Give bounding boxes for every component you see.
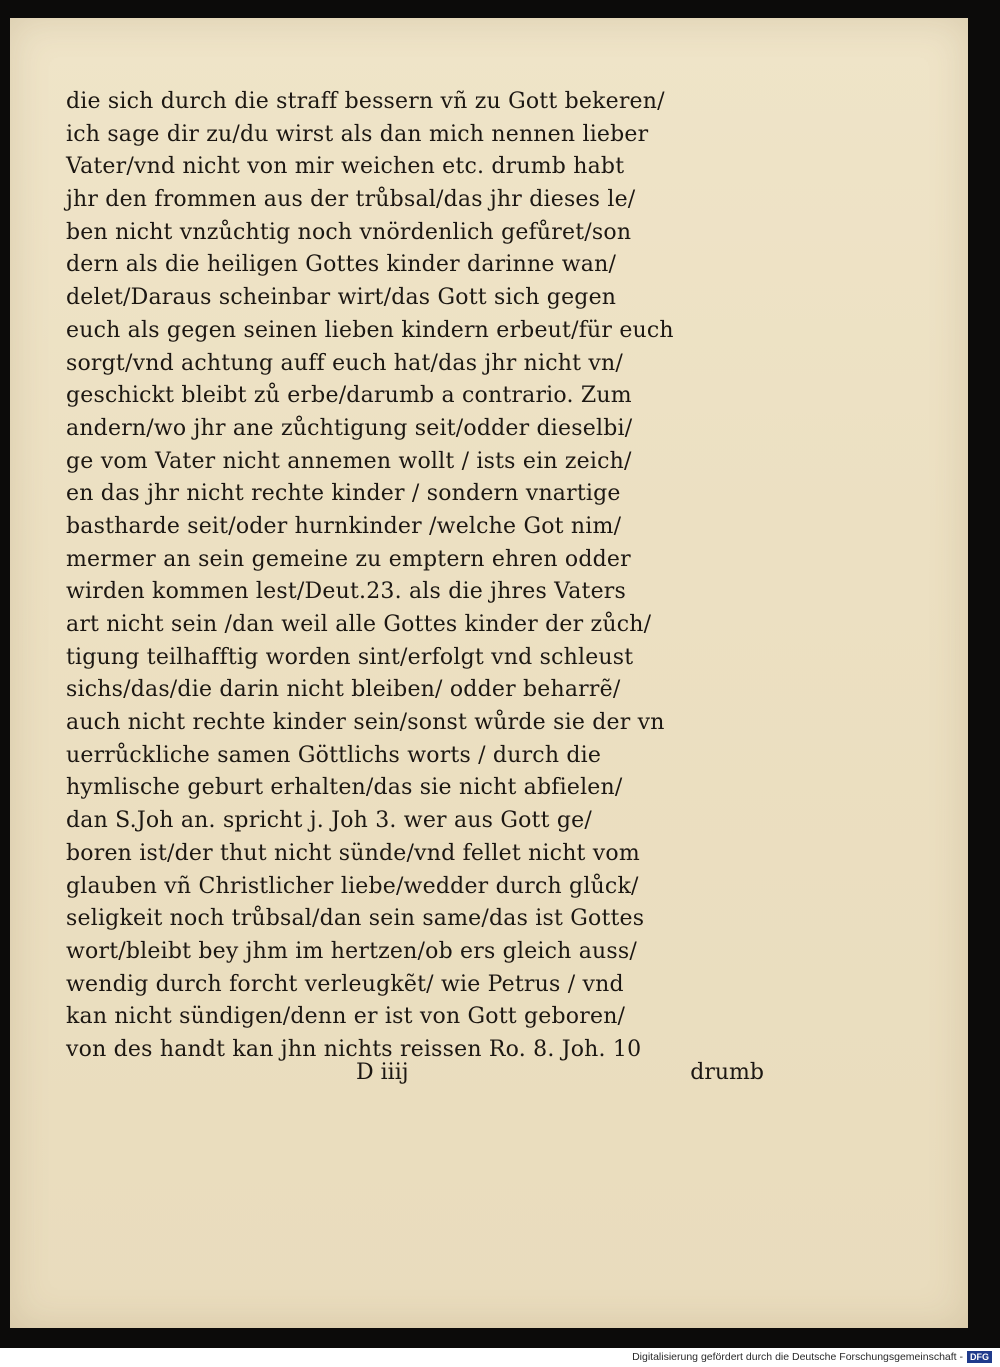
- page-text: [66, 86, 786, 1067]
- text-line-11: andern/wo jhr ane zůchtigung seit/odder dieselbi/: [66, 415, 633, 441]
- text-line-16: wirden kommen lest/Deut.23. als die jhres Vaters: [66, 579, 626, 605]
- text-line-4: jhr den frommen aus der trůbsal/das jhr dieses le/: [66, 187, 636, 213]
- text-line-2: ich sage dir zu/du wirst als dan mich nennen lieber: [66, 121, 649, 147]
- text-line-29: kan nicht sündigen/denn er ist von Gott geboren/: [66, 1004, 626, 1030]
- text-line-20: auch nicht rechte kinder sein/sonst wůrde sie der vn: [66, 710, 665, 736]
- digitization-credit: [632, 1350, 992, 1364]
- text-line-21: uerrůckliche samen Göttlichs worts / durch die: [66, 742, 602, 768]
- text-line-3: Vater/vnd nicht von mir weichen etc. drumb habt: [66, 154, 625, 180]
- text-line-7: delet/Daraus scheinbar wirt/das Gott sich gegen: [66, 285, 617, 311]
- text-line-5: ben nicht vnzůchtig noch vnördenlich gefůret/son: [66, 219, 632, 245]
- text-line-22: hymlische geburt erhalten/das sie nicht abfielen/: [66, 775, 623, 801]
- catchword: drumb: [690, 1060, 764, 1085]
- text-line-30: von des handt kan jhn nichts reissen Ro. 8. Joh. 10: [66, 1036, 642, 1062]
- text-line-25: glauben vñ Christlicher liebe/wedder durch glůck/: [66, 873, 639, 899]
- text-line-28: wendig durch forcht verleugkẽt/ wie Petrus / vnd: [66, 971, 624, 997]
- text-line-26: seligkeit noch trůbsal/dan sein same/das ist Gottes: [66, 906, 645, 932]
- signature-mark: D iiij: [356, 1060, 409, 1085]
- text-line-24: boren ist/der thut nicht sünde/vnd fellet nicht vom: [66, 840, 640, 866]
- text-line-13: en das jhr nicht rechte kinder / sondern vnartige: [66, 481, 621, 507]
- text-line-27: wort/bleibt bey jhm im hertzen/ob ers gleich auss/: [66, 938, 638, 964]
- dfg-logo-icon: DFG: [967, 1351, 992, 1363]
- text-line-12: ge vom Vater nicht annemen wollt / ists ein zeich/: [66, 448, 632, 474]
- text-line-6: dern als die heiligen Gottes kinder darinne wan/: [66, 252, 617, 278]
- text-line-23: dan S.Joh an. spricht j. Joh 3. wer aus Gott ge/: [66, 808, 592, 834]
- text-line-1: die sich durch die straff bessern vñ zu Gott bekeren/: [66, 89, 665, 114]
- text-line-8: euch als gegen seinen lieben kindern erbeut/für euch: [66, 317, 674, 343]
- book-page: [10, 18, 968, 1328]
- text-line-10: geschickt bleibt zů erbe/darumb a contrario. Zum: [66, 383, 632, 409]
- text-line-14: basthardе seit/oder hurnkinder /welche Got nim/: [66, 513, 622, 539]
- credit-text: Digitalisierung gefördert durch die Deutsche Forschungsgemeinschaft -: [632, 1351, 963, 1363]
- text-line-18: tigung teilhafftig worden sint/erfolgt vnd schleust: [66, 644, 634, 670]
- text-line-9: sorgt/vnd achtung auff euch hat/das jhr nicht vn/: [66, 350, 624, 376]
- text-line-15: mermer an sein gemeine zu emptern ehren odder: [66, 546, 631, 572]
- page-footer: [66, 1060, 786, 1094]
- text-line-17: art nicht sein /dan weil alle Gottes kinder der zůch/: [66, 612, 652, 637]
- text-line-19: sichs/das/die darin nicht bleiben/ odder beharrẽ/: [66, 677, 621, 703]
